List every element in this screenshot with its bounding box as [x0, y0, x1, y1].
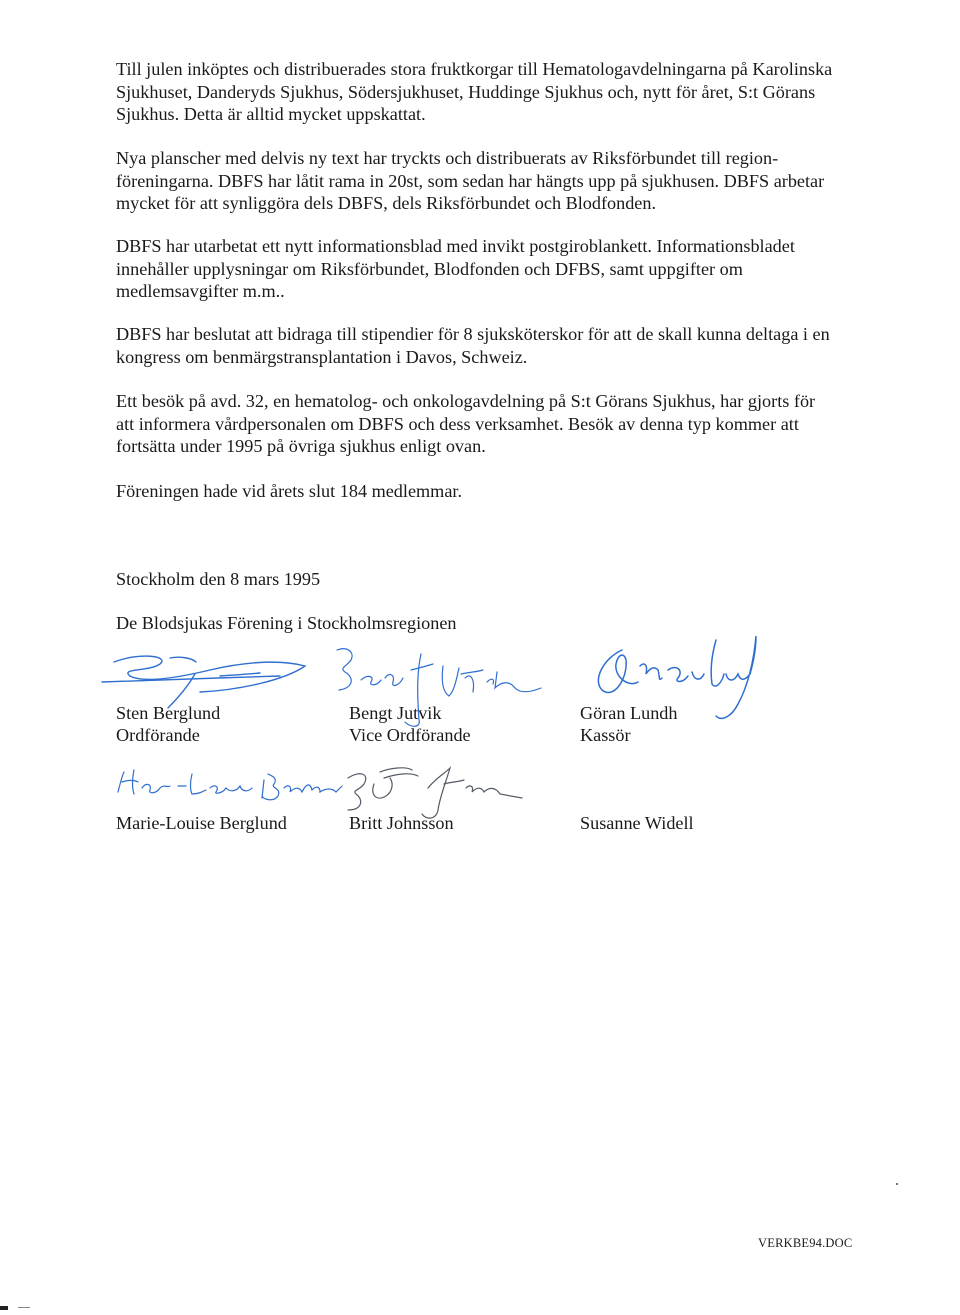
text-line: föreningarna. DBFS har låtit rama in 20st, som sedan har hängts upp på sjukhusen. DBFS arbetar [116, 170, 825, 191]
text-line: Nya planscher med delvis ny text har tryckts och distribuerats av Riksförbundet till region- [116, 148, 779, 168]
text-line: att informera vårdpersonalen om DBFS och dess verksamhet. Besök av denna typ kommer att [116, 413, 799, 434]
organization-name [116, 612, 896, 635]
signatory-name: Marie-Louise Berglund [116, 813, 287, 833]
text-line: mycket för att synliggöra dels DBFS, dels Riksförbundet och Blodfonden. [116, 193, 657, 213]
signatory-role: Ordförande [116, 725, 200, 745]
paragraph-ward-visit [116, 390, 896, 458]
text-line: Till julen inköptes och distribuerades stora fruktkorgar till Hematologavdelningarna på Karolinska [116, 59, 833, 79]
place-date-text: Stockholm den 8 mars 1995 [116, 569, 321, 589]
signatory-name: Bengt Jutvik [349, 703, 442, 723]
paragraph-info-leaflet [116, 235, 896, 303]
signatory-role: Vice Ordförande [349, 725, 471, 745]
text-line: DBFS har beslutat att bidraga till stipendier för 8 sjuksköterskor för att de skall kunna deltaga i en [116, 324, 830, 344]
text-line: Föreningen hade vid årets slut 184 medlemmar. [116, 481, 462, 501]
text-line: fortsätta under 1995 på övriga sjukhus enligt ovan. [116, 436, 486, 456]
paragraph-scholarships [116, 323, 896, 368]
signature-marie-louise-berglund [112, 766, 352, 812]
scan-edge-mark [0, 1306, 8, 1310]
text-line: Ett besök på avd. 32, en hematolog- och onkologavdelning på S:t Görans Sjukhus, har gjorts för [116, 391, 816, 411]
paragraph-posters [116, 147, 896, 215]
paragraph-fruit-baskets [116, 58, 896, 126]
text-line: Sjukhuset, Danderyds Sjukhus, Södersjukhuset, Huddinge Sjukhus och, nytt för året, S:t Görans [116, 81, 816, 102]
place-date [116, 568, 896, 591]
text-line: Sjukhus. Detta är alltid mycket uppskattat. [116, 104, 426, 124]
text-line: kongress om benmärgstransplantation i Davos, Schweiz. [116, 346, 528, 367]
scan-edge-mark [18, 1307, 30, 1308]
text-line: innehåller upplysningar om Riksförbundet, Blodfonden och DFBS, samt uppgifter om [116, 258, 743, 279]
signatory-name: Susanne Widell [580, 813, 694, 833]
signatory-role: Kassör [580, 725, 631, 745]
signatory-name: Britt Johnsson [349, 813, 454, 833]
text-line: medlemsavgifter m.m.. [116, 281, 285, 301]
signatory-name: Göran Lundh [580, 703, 678, 723]
signatory-name: Sten Berglund [116, 703, 221, 723]
file-name-footer: VERKBE94.DOC [758, 1236, 853, 1250]
organization-text: De Blodsjukas Förening i Stockholmsregionen [116, 613, 457, 633]
paragraph-members [116, 480, 896, 503]
scan-speck [896, 1183, 898, 1185]
text-line: DBFS har utarbetat ett nytt informationsblad med invikt postgiroblankett. Informationsbladet [116, 236, 795, 256]
